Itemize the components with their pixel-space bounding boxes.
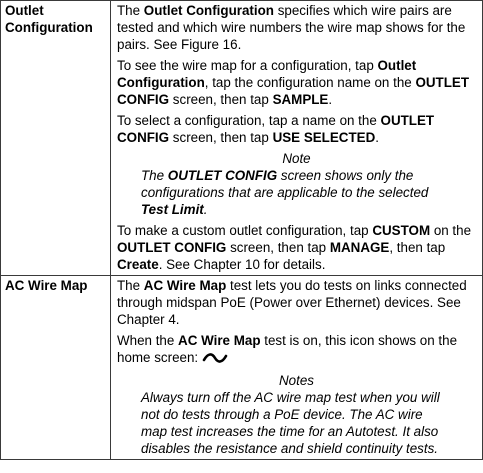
notes-text: Always turn off the AC wire map test when you will not do tests through a PoE device. The AC wire map test increases the time for an Autotest. It also disables the resistance and shield continuity tests. [141,390,440,456]
paragraph: To see the wire map for a configuration, tap Outlet Configuration, tap the configuration name on the OUTLET CONFIG screen, then tap SAMPLE. [117,58,470,107]
table-row [1,276,483,460]
paragraph: When the AC Wire Map test is on, this icon shows on the home screen: [117,332,476,368]
paragraph: To select a configuration, tap a name on the OUTLET CONFIG screen, then tap USE SELECTED. [117,113,435,145]
table-row [1,1,483,276]
term-cell [1,276,111,460]
description-cell [111,1,483,276]
term-cell [1,1,111,276]
paragraph: To make a custom outlet configuration, tap CUSTOM on the OUTLET CONFIG screen, then tap MANAGE, then tap Create. See Chapter 10 for details. [117,223,472,272]
note-heading: Note [282,151,311,166]
ac-wave-icon [202,351,228,368]
paragraph: The AC Wire Map test lets you do tests on links connected through midspan PoE (Power over Ethernet) devices. See Chapter 4. [117,278,467,327]
term-outlet-configuration: Outlet Configuration [5,3,93,35]
term-ac-wire-map: AC Wire Map [5,278,88,293]
description-cell [111,276,483,460]
paragraph: The Outlet Configuration specifies which wire pairs are tested and which wire numbers the wire map shows for the pairs. See Figure 16. [117,3,466,52]
notes-heading: Notes [279,373,314,388]
note-text: The OUTLET CONFIG screen shows only the configurations that are applicable to the selected Test Limit. [141,168,429,217]
